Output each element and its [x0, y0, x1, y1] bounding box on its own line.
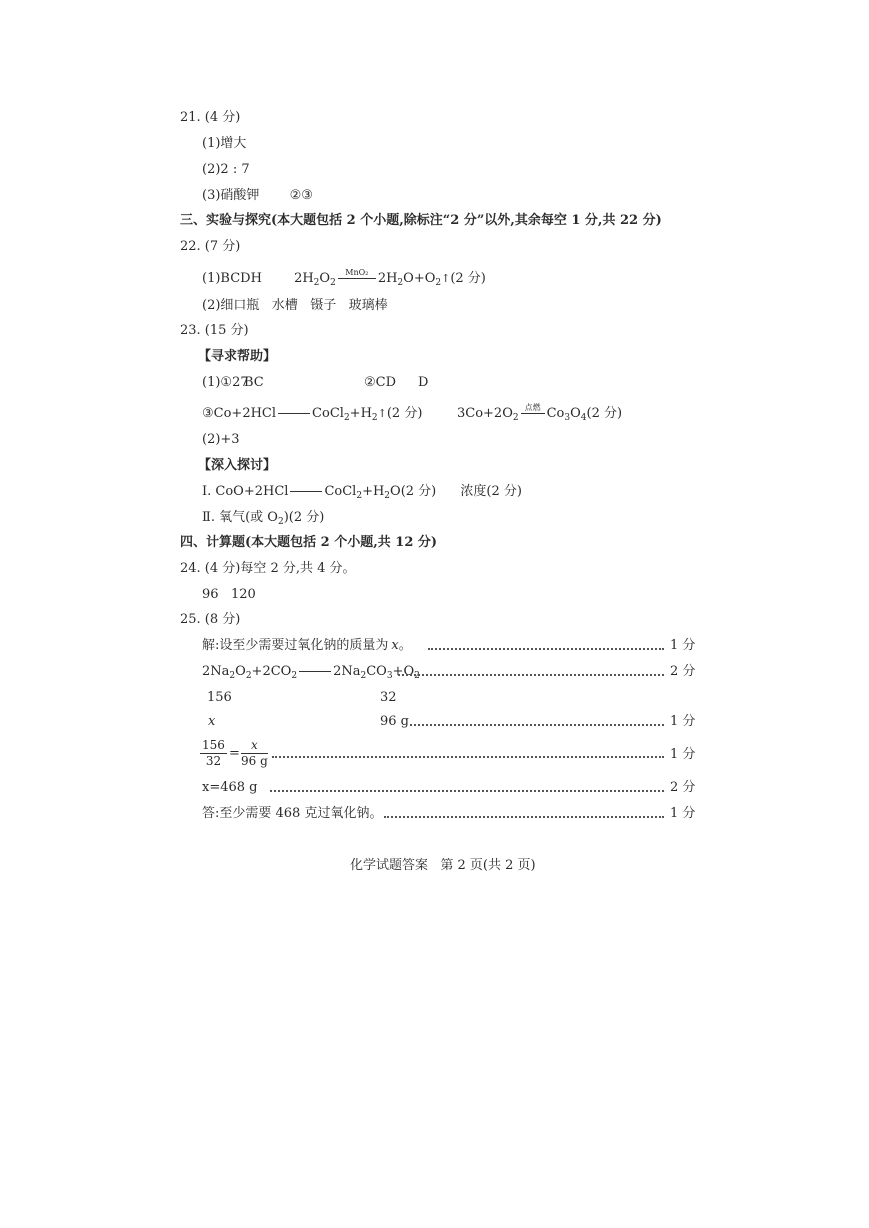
q25-fraction-1: $\frac{156}{32}$ [202, 738, 225, 768]
q25-result-score: 2 分 [670, 780, 696, 795]
q23-equation-1: ③Co+2HCl $CoCl_2+H_2↑(2$ 分) [202, 406, 423, 423]
q24-answers: 96 120 [202, 587, 256, 602]
section-4-title: 四、计算题(本大题包括 2 个小题,共 12 分) [180, 535, 438, 550]
q25-molar-mass-1: 156 [207, 690, 232, 705]
q23-help-title: 【寻求帮助】 [198, 349, 277, 364]
q23-deep-i: Ⅰ. CoO+2HCl $CoCl_2+H_2O(2$ 分) 浓度(2 分) [202, 484, 522, 501]
q25-line-1: 解:设至少需要过氧化钠的质量为 x。 [202, 638, 412, 653]
q25-header: 25. (8 分) [180, 612, 241, 627]
dotted-leader [384, 816, 664, 818]
q25-equals: = [229, 746, 240, 761]
reaction-arrow [278, 413, 310, 414]
gas-arrow-icon: ↑ [441, 272, 451, 285]
q21-header: 21. (4 分) [180, 110, 241, 125]
q25-known-mass: 96 g [380, 714, 409, 729]
gas-arrow-icon: ↑ [377, 407, 387, 420]
q23-part1: (1)①27 BC ②CD D [202, 375, 429, 390]
q25-fraction-score: 1 分 [670, 747, 696, 762]
q22-part2: (2)细口瓶 水槽 镊子 玻璃棒 [202, 298, 388, 313]
q25-line-4-score: 1 分 [670, 714, 696, 729]
dotted-leader [428, 648, 664, 650]
q23-header: 23. (15 分) [180, 323, 249, 338]
reaction-arrow: 点燃 [521, 413, 545, 414]
q25-equation-score: 2 分 [670, 664, 696, 679]
section-3-title: 三、实验与探究(本大题包括 2 个小题,除标注“2 分”以外,其余每空 1 分,共 22 分) [180, 213, 662, 228]
dotted-leader [398, 674, 664, 676]
q25-equation: $2Na_2O_2+2CO_2$ $2Na_2CO_3+O_2$ [202, 664, 420, 681]
page-footer: 化学试题答案 第 2 页(共 2 页) [350, 858, 536, 873]
reaction-arrow: MnO₂ [338, 278, 376, 279]
q22-equation: $2H_2O_2$ MnO₂ $2H_2O+O_2↑(2$ 分) [294, 268, 486, 288]
q25-unknown-x: x [208, 714, 216, 729]
dotted-leader [270, 790, 664, 792]
q25-answer-score: 1 分 [670, 806, 696, 821]
q21-part3: (3)硝酸钾 ②③ [202, 188, 313, 203]
q25-fraction-2: $\frac{x}{96 g}$ [241, 738, 268, 768]
reaction-arrow [290, 491, 322, 492]
reaction-arrow [299, 671, 331, 672]
q21-part1: (1)增大 [202, 136, 247, 151]
q23-deep-title: 【深入探讨】 [198, 458, 277, 473]
q23-part2: (2)+3 [202, 432, 240, 447]
q22-part1: (1)BCDH $2H_2O_2$ MnO₂ $2H_2O+O_2↑(2$ 分) [202, 268, 486, 288]
q25-line-1-score: 1 分 [670, 638, 696, 653]
q25-result: x=468 g [202, 780, 258, 795]
q21-part2: (2)2 : 7 [202, 162, 250, 177]
q25-molar-mass-2: 32 [380, 690, 397, 705]
dotted-leader [410, 724, 664, 726]
dotted-leader [272, 756, 664, 758]
q22-header: 22. (7 分) [180, 239, 241, 254]
q25-answer: 答:至少需要 468 克过氧化钠。 [202, 806, 383, 821]
q24-header: 24. (4 分)每空 2 分,共 4 分。 [180, 561, 356, 576]
q23-equation-2: $3Co+2O_2$ 点燃 $Co_3O_4(2$ 分) [457, 403, 623, 423]
q23-deep-ii: Ⅱ. 氧气(或 $O_2)(2$ 分) [202, 510, 325, 527]
